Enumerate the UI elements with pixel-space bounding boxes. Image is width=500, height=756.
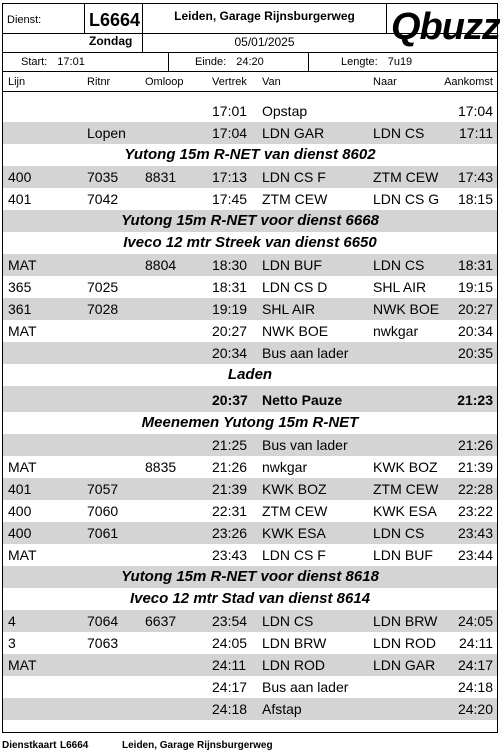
- section-title: Meenemen Yutong 15m R-NET: [141, 414, 359, 431]
- cell-aankomst: 24:18: [457, 679, 493, 695]
- cell-van: Bus van lader: [262, 437, 348, 453]
- cell-aankomst: 21:26: [457, 437, 493, 453]
- cell-van: LDN CS: [262, 613, 314, 629]
- start-value: 17:01: [57, 56, 85, 68]
- start-segment: [3, 53, 169, 72]
- cell-lijn: MAT: [8, 257, 37, 273]
- cell-aankomst: 20:34: [457, 323, 493, 339]
- time-summary: [3, 52, 497, 72]
- cell-aankomst: 24:11: [459, 635, 493, 651]
- col-aankomst: Aankomst: [444, 76, 493, 88]
- cell-vertrek: 24:18: [212, 701, 248, 717]
- section-title: Yutong 15m R-NET van dienst 8602: [124, 146, 376, 163]
- einde-value: 24:20: [236, 56, 264, 68]
- cell-lijn: 365: [8, 279, 32, 295]
- cell-aankomst: 23:44: [457, 547, 493, 563]
- trip-row: [3, 654, 497, 676]
- cell-aankomst: 21:23: [457, 392, 493, 408]
- row-spacer: [3, 92, 497, 100]
- service-code: L6664: [89, 10, 141, 30]
- cell-lijn: MAT: [8, 459, 37, 475]
- cell-van: nwkgar: [262, 459, 308, 475]
- col-lijn: Lijn: [8, 76, 26, 88]
- trip-row: [3, 276, 497, 298]
- service-card: [2, 3, 498, 733]
- cell-lijn: 400: [8, 503, 32, 519]
- qbuzz-logo: Qbuzz: [391, 6, 500, 48]
- cell-lijn: MAT: [8, 657, 37, 673]
- cell-van: SHL AIR: [262, 301, 316, 317]
- cell-aankomst: 24:17: [457, 657, 493, 673]
- trip-row: [3, 122, 497, 144]
- column-headers: [3, 72, 497, 92]
- cell-aankomst: 24:05: [457, 613, 493, 629]
- cell-lijn: 401: [8, 191, 32, 207]
- section-title: Yutong 15m R-NET voor dienst 8618: [121, 568, 379, 585]
- col-ritnr: Ritnr: [87, 76, 111, 88]
- cell-vertrek: 17:04: [212, 125, 248, 141]
- section-title-row: [3, 588, 497, 610]
- cell-omloop: 8835: [145, 459, 177, 475]
- cell-vertrek: 23:54: [212, 613, 248, 629]
- cell-vertrek: 24:05: [212, 635, 248, 651]
- cell-naar: LDN CS: [373, 125, 425, 141]
- cell-naar: LDN GAR: [373, 657, 436, 673]
- cell-vertrek: 23:26: [212, 525, 248, 541]
- cell-naar: LDN BUF: [373, 547, 433, 563]
- trip-row: [3, 698, 497, 720]
- cell-vertrek: 18:31: [212, 279, 248, 295]
- cell-vertrek: 24:11: [212, 657, 246, 673]
- section-title: Yutong 15m R-NET voor dienst 6668: [121, 212, 379, 229]
- cell-naar: LDN CS: [373, 257, 425, 273]
- col-omloop: Omloop: [145, 76, 184, 88]
- cell-aankomst: 19:15: [457, 279, 493, 295]
- cell-ritnr: 7025: [87, 279, 119, 295]
- lengte-value: 7u19: [387, 56, 413, 68]
- cell-vertrek: 23:43: [212, 547, 248, 563]
- cell-ritnr: 7061: [87, 525, 119, 541]
- service-code-cell: [85, 4, 143, 52]
- cell-naar: LDN CS G: [373, 191, 440, 207]
- cell-naar: KWK ESA: [373, 503, 437, 519]
- cell-vertrek: 21:39: [212, 481, 248, 497]
- cell-vertrek: 21:26: [212, 459, 248, 475]
- cell-aankomst: 20:35: [457, 345, 493, 361]
- cell-naar: KWK BOZ: [373, 459, 438, 475]
- cell-vertrek: 20:34: [212, 345, 248, 361]
- cell-aankomst: 22:28: [457, 481, 493, 497]
- trip-row: [3, 456, 497, 478]
- cell-aankomst: 23:43: [457, 525, 493, 541]
- trip-row: [3, 544, 497, 566]
- lengte-segment: [309, 53, 497, 72]
- cell-van: LDN GAR: [262, 125, 325, 141]
- cell-omloop: 8831: [145, 169, 177, 185]
- cell-van: NWK BOE: [262, 323, 329, 339]
- cell-omloop: 6637: [145, 613, 177, 629]
- cell-van: ZTM CEW: [262, 191, 328, 207]
- section-title-row: [3, 566, 497, 588]
- cell-omloop: 8804: [145, 257, 177, 273]
- section-title: Laden: [227, 366, 273, 383]
- trip-row: [3, 320, 497, 342]
- cell-ritnr: Lopen: [87, 125, 126, 141]
- cell-lijn: 361: [8, 301, 32, 317]
- col-vertrek: Vertrek: [212, 76, 247, 88]
- cell-aankomst: 17:43: [457, 169, 493, 185]
- logo-cell: [387, 4, 500, 52]
- einde-segment: [169, 53, 309, 72]
- cell-van: Opstap: [262, 103, 308, 119]
- cell-lijn: 4: [8, 613, 16, 629]
- cell-van: KWK ESA: [262, 525, 326, 541]
- footer-garage: Leiden, Garage Rijnsburgerweg: [122, 740, 273, 751]
- footer-code: L6664: [60, 740, 89, 751]
- garage-cell: [143, 4, 387, 49]
- trip-row: [3, 632, 497, 654]
- section-title-row: [3, 412, 497, 434]
- section-title-row: [3, 210, 497, 232]
- cell-van: LDN BUF: [262, 257, 322, 273]
- cell-lijn: MAT: [8, 323, 37, 339]
- cell-lijn: 401: [8, 481, 32, 497]
- footer-label: Dienstkaart: [2, 740, 57, 751]
- cell-van: KWK BOZ: [262, 481, 327, 497]
- cell-aankomst: 18:31: [457, 257, 493, 273]
- cell-ritnr: 7057: [87, 481, 119, 497]
- trip-row: [3, 298, 497, 320]
- trip-row: [3, 100, 497, 122]
- trip-row: [3, 610, 497, 632]
- cell-vertrek: 17:13: [212, 169, 248, 185]
- cell-van: LDN BRW: [262, 635, 327, 651]
- cell-van: ZTM CEW: [262, 503, 328, 519]
- start-label: Start:: [21, 56, 48, 68]
- dienst-label: Dienst:: [3, 4, 85, 34]
- trip-row: [3, 342, 497, 364]
- cell-van: LDN CS D: [262, 279, 328, 295]
- einde-label: Einde:: [195, 56, 227, 68]
- cell-van: LDN CS F: [262, 547, 326, 563]
- cell-ritnr: 7063: [87, 635, 119, 651]
- cell-van: LDN CS F: [262, 169, 326, 185]
- trip-row: [3, 500, 497, 522]
- cell-vertrek: 19:19: [212, 301, 248, 317]
- cell-ritnr: 7035: [87, 169, 119, 185]
- cell-van: LDN ROD: [262, 657, 326, 673]
- cell-vertrek: 22:31: [212, 503, 248, 519]
- cell-van: Bus aan lader: [262, 345, 349, 361]
- section-title-row: [3, 364, 497, 386]
- cell-ritnr: 7042: [87, 191, 119, 207]
- col-naar: Naar: [373, 76, 397, 88]
- cell-aankomst: 18:15: [457, 191, 493, 207]
- cell-lijn: 400: [8, 525, 32, 541]
- cell-vertrek: 17:45: [212, 191, 248, 207]
- cell-naar: ZTM CEW: [373, 169, 439, 185]
- trip-list: [3, 92, 497, 720]
- cell-van: Netto Pauze: [262, 392, 343, 408]
- cell-aankomst: 20:27: [457, 301, 493, 317]
- cell-lijn: 3: [8, 635, 16, 651]
- cell-vertrek: 18:30: [212, 257, 248, 273]
- cell-naar: nwkgar: [373, 323, 419, 339]
- cell-aankomst: 21:39: [457, 459, 493, 475]
- service-date: 05/01/2025: [234, 35, 295, 49]
- trip-row: [3, 166, 497, 188]
- lengte-label: Lengte:: [341, 56, 378, 68]
- cell-naar: SHL AIR: [373, 279, 427, 295]
- cell-vertrek: 24:17: [212, 679, 248, 695]
- cell-van: Afstap: [262, 701, 302, 717]
- trip-row: [3, 478, 497, 500]
- cell-aankomst: 17:04: [457, 103, 493, 119]
- trip-row: [3, 254, 497, 276]
- cell-ritnr: 7064: [87, 613, 119, 629]
- cell-van: Bus aan lader: [262, 679, 349, 695]
- cell-aankomst: 23:22: [457, 503, 493, 519]
- cell-naar: NWK BOE: [373, 301, 440, 317]
- col-van: Van: [262, 76, 281, 88]
- cell-vertrek: 20:37: [212, 392, 248, 408]
- cell-lijn: 400: [8, 169, 32, 185]
- section-title: Iveco 12 mtr Streek van dienst 6650: [123, 234, 377, 251]
- cell-naar: ZTM CEW: [373, 481, 439, 497]
- section-title-row: [3, 232, 497, 254]
- section-title: Iveco 12 mtr Stad van dienst 8614: [129, 590, 371, 607]
- cell-naar: LDN BRW: [373, 613, 438, 629]
- trip-row: [3, 188, 497, 210]
- cell-naar: LDN ROD: [373, 635, 437, 651]
- trip-row: [3, 676, 497, 698]
- cell-aankomst: 17:11: [459, 125, 493, 141]
- cell-ritnr: 7028: [87, 301, 119, 317]
- cell-vertrek: 17:01: [212, 103, 248, 119]
- cell-vertrek: 20:27: [212, 323, 248, 339]
- service-day: Zondag: [89, 34, 133, 48]
- cell-naar: LDN CS: [373, 525, 425, 541]
- trip-row: [3, 434, 497, 456]
- pause-row: [3, 386, 497, 412]
- cell-aankomst: 24:20: [457, 701, 493, 717]
- trip-row: [3, 522, 497, 544]
- cell-ritnr: 7060: [87, 503, 119, 519]
- garage-name: Leiden, Garage Rijnsburgerweg: [174, 9, 355, 23]
- section-title-row: [3, 144, 497, 166]
- cell-vertrek: 21:25: [212, 437, 248, 453]
- cell-lijn: MAT: [8, 547, 37, 563]
